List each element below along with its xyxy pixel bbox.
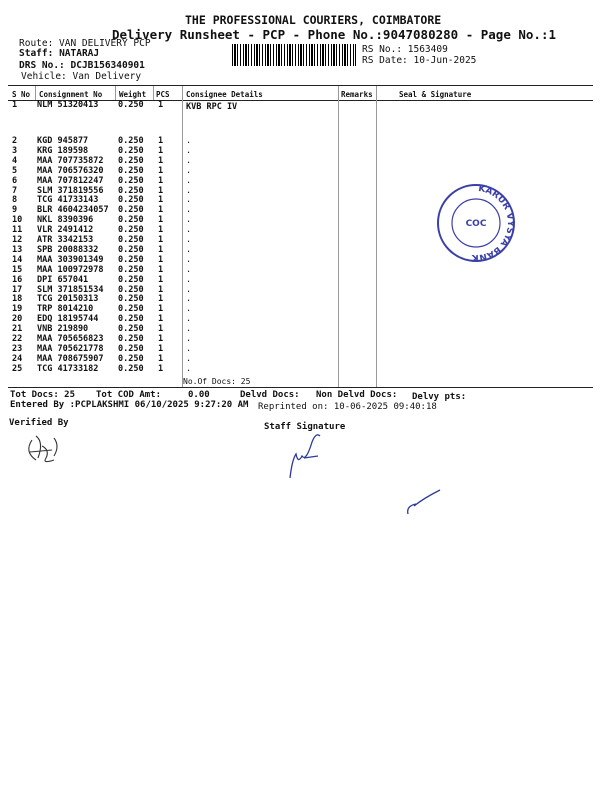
row-weight: 0.250 — [118, 165, 144, 176]
row-weight: 0.250 — [118, 235, 144, 245]
row-consignment: SLM 371851534 — [37, 284, 104, 295]
row-consignment: MAA 707735872 — [37, 155, 104, 166]
row-consignee: . — [186, 175, 192, 186]
row-weight: 0.250 — [118, 363, 144, 374]
row-sno: 6 — [12, 175, 18, 186]
row-sno: 18 — [12, 294, 23, 305]
row-consignment: NKL 8390396 — [37, 215, 94, 226]
verified-by-label: Verified By — [9, 418, 69, 428]
table-bottom-rule — [8, 387, 593, 388]
row-weight: 0.250 — [118, 324, 144, 335]
row-sno: 4 — [12, 155, 18, 166]
row-consignment: TCG 41733182 — [37, 363, 99, 374]
row-consignment: TCG 20150313 — [37, 294, 99, 305]
row-consignment: EDQ 18195744 — [37, 314, 99, 325]
row-pcs: 1 — [158, 274, 164, 285]
row-pcs: 1 — [158, 294, 164, 305]
row-consignment: SLM 371819556 — [37, 185, 104, 196]
vehicle: Vehicle: Van Delivery — [21, 71, 142, 82]
row-sno: 21 — [12, 324, 23, 335]
rs-date: RS Date: 10-Jun-2025 — [362, 55, 477, 66]
row-sno: 24 — [12, 353, 23, 364]
row-consignment: MAA 303901349 — [37, 254, 104, 265]
row-pcs: 1 — [158, 264, 164, 275]
row-sno: 1 — [12, 100, 18, 110]
stroke-mark — [400, 488, 445, 518]
row-weight: 0.250 — [118, 244, 144, 255]
row-sno: 11 — [12, 225, 23, 236]
verifier-signature — [20, 430, 70, 470]
row-weight: 0.250 — [118, 274, 144, 285]
row-pcs: 1 — [158, 165, 164, 176]
staff-label: Staff: — [19, 48, 54, 59]
row-sno: 22 — [12, 334, 23, 344]
row-sno: 3 — [12, 145, 18, 156]
entered-by: Entered By :PCPLAKSHMI 06/10/2025 9:27:20 AM — [10, 400, 249, 410]
row-consignment: BLR 4604234057 — [37, 205, 109, 216]
row-pcs: 1 — [158, 100, 164, 110]
table-top-rule — [8, 85, 593, 86]
drs-line — [19, 60, 145, 71]
row-consignee: . — [186, 215, 192, 226]
row-weight: 0.250 — [118, 136, 144, 146]
row-pcs: 1 — [158, 215, 164, 226]
row-consignee: . — [186, 264, 192, 275]
stamp-inner-text: COC — [465, 219, 487, 229]
row-weight: 0.250 — [118, 334, 144, 344]
row-consignee: . — [186, 185, 192, 196]
col-sno: S No — [12, 90, 31, 99]
row-pcs: 1 — [158, 353, 164, 364]
row-weight: 0.250 — [118, 353, 144, 364]
barcode — [232, 44, 356, 66]
row-consignee: . — [186, 353, 192, 364]
row-weight: 0.250 — [118, 175, 144, 186]
row-weight: 0.250 — [118, 254, 144, 265]
row-consignee: . — [186, 136, 192, 146]
row-consignee: . — [186, 244, 192, 255]
row-weight: 0.250 — [118, 294, 144, 305]
row-pcs: 1 — [158, 235, 164, 245]
runsheet-title: Delivery Runsheet - PCP - Phone No.:9047080280 - Page No.:1 — [112, 27, 557, 42]
staff-signature-label: Staff Signature — [264, 422, 346, 432]
row-pcs: 1 — [158, 195, 164, 206]
tot-docs: Tot Docs: 25 — [10, 390, 76, 400]
row-consignment: TCG 41733143 — [37, 195, 99, 206]
row-consignee: . — [186, 235, 192, 245]
row-consignment: VLR 2491412 — [37, 225, 94, 236]
row-consignment: TRP 8014210 — [37, 304, 94, 315]
row-pcs: 1 — [158, 244, 164, 255]
row-consignee: . — [186, 314, 192, 325]
row-consignment: KRG 189598 — [37, 145, 89, 156]
row-pcs: 1 — [158, 136, 164, 146]
row-weight: 0.250 — [118, 100, 144, 110]
row-pcs: 1 — [158, 304, 164, 315]
tot-cod-label: Tot COD Amt: — [96, 390, 162, 400]
row-pcs: 1 — [158, 343, 164, 354]
row-consignee: . — [186, 284, 192, 295]
row-pcs: 1 — [158, 145, 164, 156]
staff-signature-mark — [282, 428, 332, 483]
row-consignee: . — [186, 304, 192, 315]
row-sno: 7 — [12, 185, 18, 196]
row-weight: 0.250 — [118, 284, 144, 295]
row-pcs: 1 — [158, 185, 164, 196]
row-sno: 16 — [12, 274, 23, 285]
tot-cod-value: 0.00 — [188, 390, 210, 400]
route: Route: VAN DELIVERY PCP — [19, 38, 151, 49]
row-sno: 2 — [12, 136, 18, 146]
row-pcs: 1 — [158, 155, 164, 166]
bank-stamp — [436, 183, 516, 263]
row-weight: 0.250 — [118, 314, 144, 325]
row-consignment: DPI 657041 — [37, 274, 89, 285]
row-consignee: . — [186, 254, 192, 265]
row-pcs: 1 — [158, 334, 164, 344]
row-consignment: MAA 705621778 — [37, 343, 104, 354]
row-weight: 0.250 — [118, 264, 144, 275]
stamp-ring-text: KARUR VYSYA BANK — [471, 183, 515, 263]
row-consignee: . — [186, 274, 192, 285]
row-weight: 0.250 — [118, 343, 144, 354]
row-consignee: . — [186, 294, 192, 305]
row-sno: 9 — [12, 205, 18, 216]
row-consignee: . — [186, 195, 192, 206]
row-pcs: 1 — [158, 254, 164, 265]
row-consignee: . — [186, 324, 192, 335]
row-consignment: KGD 945877 — [37, 136, 89, 146]
col-pcs: PCS — [156, 90, 170, 99]
row-consignment: MAA 707812247 — [37, 175, 104, 186]
row-weight: 0.250 — [118, 215, 144, 226]
row-weight: 0.250 — [118, 225, 144, 236]
no-of-docs: No.Of Docs: 25 — [183, 377, 251, 386]
delvy-pts: Delvy pts: — [412, 392, 467, 402]
staff-line — [19, 48, 99, 59]
row-consignee: . — [186, 205, 192, 216]
delvd-docs: Delvd Docs: — [240, 390, 300, 400]
row-consignment: MAA 100972978 — [37, 264, 104, 275]
row-sno: 20 — [12, 314, 23, 325]
company-name: THE PROFESSIONAL COURIERS, COIMBATORE — [185, 13, 442, 27]
reprinted-on: Reprinted on: 10-06-2025 09:40:18 — [258, 402, 437, 412]
col-consignment: Consignment No — [39, 90, 103, 99]
row-pcs: 1 — [158, 175, 164, 186]
row-consignment: MAA 706576320 — [37, 165, 104, 176]
row-consignment: NLM 51320413 — [37, 100, 99, 110]
row-consignee: . — [186, 165, 192, 176]
row-pcs: 1 — [158, 205, 164, 216]
row-sno: 13 — [12, 244, 23, 255]
drs-number: DCJB156340901 — [70, 60, 145, 71]
row-consignee: . — [186, 334, 192, 344]
row-sno: 12 — [12, 235, 23, 245]
row-sno: 5 — [12, 165, 18, 176]
col-consignee: Consignee Details — [186, 90, 263, 99]
row-sno: 15 — [12, 264, 23, 275]
non-delvd-docs: Non Delvd Docs: — [316, 390, 398, 400]
row-weight: 0.250 — [118, 185, 144, 196]
row-sno: 19 — [12, 304, 23, 315]
row-weight: 0.250 — [118, 145, 144, 156]
row-pcs: 1 — [158, 324, 164, 335]
row-consignee: . — [186, 155, 192, 166]
row-pcs: 1 — [158, 314, 164, 325]
row-consignee: . — [186, 225, 192, 236]
row-pcs: 1 — [158, 284, 164, 295]
row-consignee: KVB RPC IV — [186, 102, 238, 112]
row-consignee: . — [186, 145, 192, 156]
row-consignment: MAA 705656823 — [37, 334, 104, 344]
col-weight: Weight — [119, 90, 147, 99]
row-consignment: SPB 20088332 — [37, 244, 99, 255]
col-seal: Seal & Signature — [399, 90, 472, 99]
row-pcs: 1 — [158, 363, 164, 374]
col-remarks: Remarks — [341, 90, 373, 99]
row-sno: 17 — [12, 284, 23, 295]
row-sno: 8 — [12, 195, 18, 206]
row-consignment: ATR 3342153 — [37, 235, 94, 245]
row-sno: 10 — [12, 215, 23, 226]
row-sno: 25 — [12, 363, 23, 374]
row-consignee: . — [186, 363, 192, 374]
staff-name: NATARAJ — [59, 48, 100, 59]
row-consignee: . — [186, 343, 192, 354]
row-weight: 0.250 — [118, 304, 144, 315]
row-pcs: 1 — [158, 225, 164, 236]
row-weight: 0.250 — [118, 205, 144, 216]
row-consignment: MAA 708675907 — [37, 353, 104, 364]
row-weight: 0.250 — [118, 155, 144, 166]
row-weight: 0.250 — [118, 195, 144, 206]
row-sno: 23 — [12, 343, 23, 354]
rs-number: RS No.: 1563409 — [362, 44, 448, 55]
row-consignment: VNB 219890 — [37, 324, 89, 335]
drs-label: DRS No.: — [19, 60, 65, 71]
row-sno: 14 — [12, 254, 23, 265]
